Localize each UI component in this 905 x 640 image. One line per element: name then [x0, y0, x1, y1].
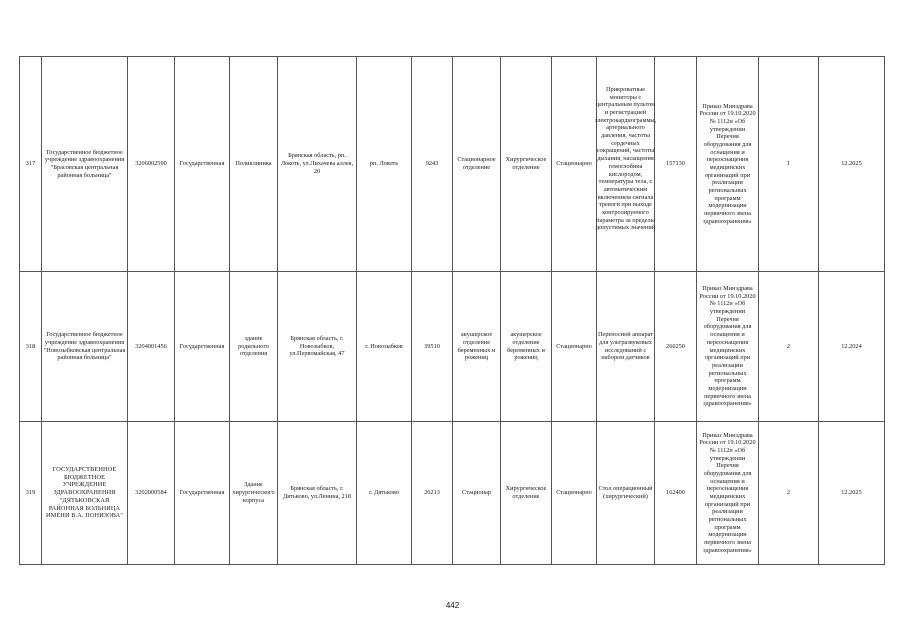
department: Хирургическое отделение — [501, 57, 552, 272]
care-type: Стационарно — [552, 422, 597, 565]
inn-code: 3202000584 — [128, 422, 175, 565]
equipment-quantity: 2 — [759, 272, 819, 422]
page-number: 442 — [445, 601, 460, 610]
delivery-date: 12.2025 — [819, 422, 885, 565]
equipment-name: Переносной аппарат для ультразвуковых исследований с набором датчиков — [597, 272, 655, 422]
object-name: Поликлиника — [230, 57, 278, 272]
equipment-table — [19, 56, 885, 565]
department: акушерское отделение беременных и рожениц — [501, 272, 552, 422]
population: 26213 — [412, 422, 453, 565]
table-row — [20, 272, 885, 422]
object-address: Брянская область, рп. Локоть, ул.Лихачева аллея, 20 — [278, 57, 357, 272]
equipment-name-cell — [594, 57, 657, 272]
object-address: Брянская область, г. Дятьково, ул.Ленина, 218 — [278, 422, 357, 565]
organization-name: ГОСУДАРСТВЕННОЕ БЮДЖЕТНОЕ УЧРЕЖДЕНИЕ ЗДРАВООХРАНЕНИЯ "ДЯТЬКОВСКАЯ РАЙОННАЯ БОЛЬНИЦА ИМЕНИ В.А. ПОНИЗОВА" — [42, 422, 128, 565]
inn-code: 3204001456 — [128, 272, 175, 422]
population: 9243 — [412, 57, 453, 272]
equipment-name: Стол операционный (хирургический) — [597, 422, 655, 565]
organization-name: Государственное бюджетное учреждение здравоохранения "Брасовская центральная районная больница" — [42, 57, 128, 272]
delivery-date: 12.2025 — [819, 57, 885, 272]
object-name: здание родильного отделения — [230, 272, 278, 422]
equipment-quantity: 2 — [759, 422, 819, 565]
row-number: 318 — [20, 272, 42, 422]
regulatory-order: Приказ Минздрава России от 19.10.2020 № 1112н «Об утверждении Перечня оборудования для оснащения и переоснащения медицинских организаций при реализации региональных программ модернизации первичного звена здравоохранения» — [697, 272, 759, 422]
care-type: Стационарно — [552, 57, 597, 272]
regulatory-order: Приказ Минздрава России от 19.10.2020 № 1112н «Об утверждении Перечня оборудования для оснащения и переоснащения медицинских организаций при реализации региональных программ модернизации первичного звена здравоохранения» — [697, 57, 759, 272]
delivery-date: 12.2024 — [819, 272, 885, 422]
care-type: Стационарно — [552, 272, 597, 422]
organization-name: Государственное бюджетное учреждение здравоохранения "Новозыбковская центральная районная больница" — [42, 272, 128, 422]
table-row — [20, 57, 885, 272]
department: Хирургическое отделение — [501, 422, 552, 565]
row-number: 317 — [20, 57, 42, 272]
population: 39510 — [412, 272, 453, 422]
inn-code: 3206002590 — [128, 57, 175, 272]
settlement: рп. Локоть — [357, 57, 412, 272]
table-row — [20, 422, 885, 565]
structural-unit: акушерское отделение беременных и рожениц — [453, 272, 501, 422]
object-name: Здание хирургического корпуса — [230, 422, 278, 565]
equipment-cost: 162400 — [655, 422, 697, 565]
settlement: г. Дятьково — [357, 422, 412, 565]
object-address: Брянская область, г. Новозыбков, ул.Первомайская, 47 — [278, 272, 357, 422]
ownership-form: Государственная — [175, 422, 230, 565]
ownership-form: Государственная — [175, 272, 230, 422]
structural-unit: Стационар — [453, 422, 501, 565]
ownership-form: Государственная — [175, 57, 230, 272]
regulatory-order: Приказ Минздрава России от 19.10.2020 № 1112н «Об утверждении Перечня оборудования для оснащения и переоснащения медицинских организаций при реализации региональных программ модернизации первичного звена здравоохранения» — [697, 422, 759, 565]
equipment-cost: 157130 — [655, 57, 697, 272]
equipment-cost: 260250 — [655, 272, 697, 422]
equipment-quantity: 1 — [759, 57, 819, 272]
row-number: 319 — [20, 422, 42, 565]
equipment-name: Прикроватные мониторы с центральным пультом и регистрацией электрокардиограммы, артериального давления, частоты сердечных сокращений, частоты дыхания, насыщения гемоглобина кислородом, температуры тела, с автоматическим включением сигнала тревоги при выходе контролируемого параметра за пределы допустимых значений — [594, 86, 657, 232]
settlement: г. Новозыбков — [357, 272, 412, 422]
structural-unit: Стационарное отделение — [453, 57, 501, 272]
